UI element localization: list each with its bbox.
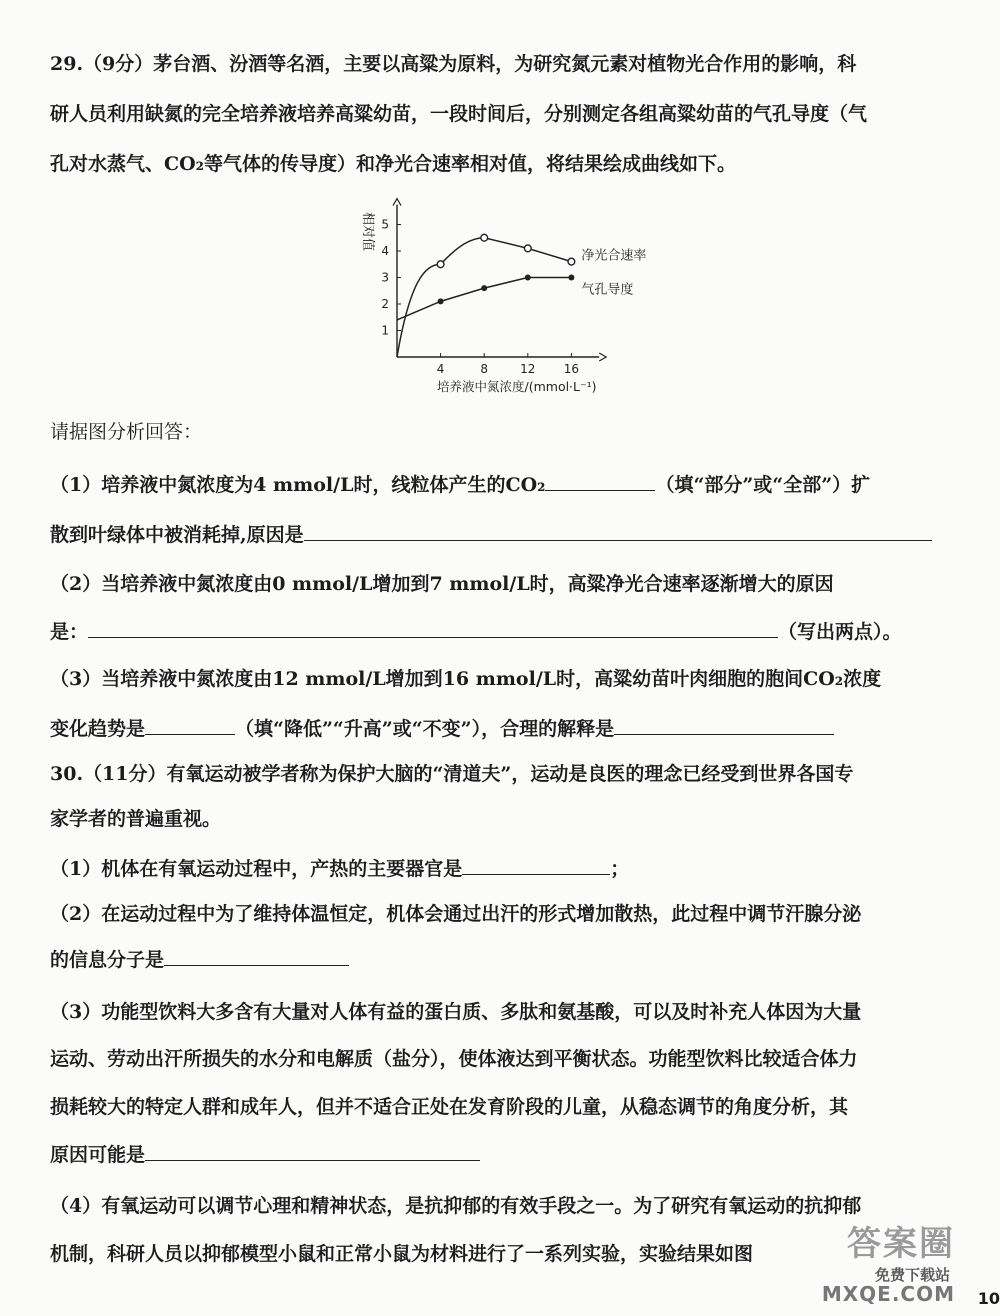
- y-tick-label: 2: [381, 297, 389, 311]
- q30-part4-line1: （4）有氧运动可以调节心理和精神状态，是抗抑郁的有效手段之一。为了研究有氧运动的抗抑郁: [50, 1195, 862, 1217]
- q29-part2-line1: （2）当培养液中氮浓度由0 mmol/L增加到7 mmol/L时，高粱净光合速率逐渐增大的原因: [50, 573, 834, 595]
- x-tick-label: 8: [480, 362, 489, 376]
- q30-part3-line3: 损耗较大的特定人群和成年人，但并不适合正处在发育阶段的儿童，从稳态调节的角度分析，其: [50, 1096, 849, 1118]
- q30-part4-line2: 机制，科研人员以抑郁模型小鼠和正常小鼠为材料进行了一系列实验，实验结果如图: [50, 1243, 754, 1265]
- series-label-stomatal-conductance: 气孔导度: [581, 282, 634, 298]
- q29-part2-line2: [50, 617, 972, 646]
- stomatal-conductance-point: [568, 275, 574, 281]
- q29-part3-line2: [50, 714, 972, 743]
- answer-blank: [145, 714, 235, 735]
- y-axis-arrow: [393, 199, 401, 206]
- series-net-photosynthesis-line: [397, 238, 571, 357]
- y-tick-label: 5: [381, 217, 389, 232]
- q29-part1-text-a: （1）培养液中氮浓度为4 mmol/L时，线粒体产生的CO₂: [50, 474, 546, 496]
- q30-part1-text: （1）机体在有氧运动过程中，产热的主要器官是: [50, 858, 463, 880]
- x-tick-label: 16: [563, 362, 580, 376]
- answer-blank: [545, 470, 655, 491]
- stomatal-conductance-point: [481, 285, 487, 291]
- series-label-net-photosynthesis: 净光合速率: [581, 248, 647, 264]
- y-axis-label: 相对值: [360, 212, 375, 252]
- q29-line-2: 研人员利用缺氮的完全培养液培养高粱幼苗，一段时间后，分别测定各组高粱幼苗的气孔导度（气: [50, 103, 868, 125]
- q30-part3-text-d: 原因可能是: [50, 1144, 146, 1166]
- y-tick-label: 4: [381, 244, 389, 258]
- series-stomatal-conductance-line: [397, 278, 571, 320]
- q29-line-1: 29.（9分）茅台酒、汾酒等名酒，主要以高粱为原料，为研究氮元素对植物光合作用的影响，科: [50, 53, 857, 75]
- q29-part2-text-b: 是：: [50, 621, 89, 643]
- answer-blank: [88, 617, 778, 638]
- q30-part3-line2: 运动、劳动出汗所损失的水分和电解质（盐分），使体液达到平衡状态。功能型饮料比较适合体力: [50, 1048, 858, 1070]
- q30-part1-end: ；: [610, 858, 630, 880]
- answer-blank: [462, 854, 610, 875]
- q29-part1-text-c: 散到叶绿体中被消耗掉,原因是: [50, 524, 304, 546]
- page-number: 10: [977, 1289, 1000, 1308]
- q29-line-3: 孔对水蒸气、CO₂等气体的传导度）和净光合速率相对值，将结果绘成曲线如下。: [50, 153, 736, 175]
- stomatal-conductance-point: [525, 275, 531, 281]
- q29-part3-line1: （3）当培养液中氮浓度由12 mmol/L增加到16 mmol/L时，高粱幼苗叶肉细胞的胞间CO₂浓度: [50, 668, 882, 690]
- net-photosynthesis-point: [481, 234, 488, 241]
- net-photosynthesis-point: [437, 261, 444, 268]
- watermark-logo-text: 答案圈: [847, 1224, 955, 1264]
- q29-prompt: 请据图分析回答：: [50, 421, 203, 443]
- q30-part2-line2: [50, 945, 972, 974]
- q29-part1-line2: [50, 520, 972, 549]
- q29-part3-text-c: （填“降低”“升高”或“不变”），合理的解释是: [235, 718, 615, 740]
- x-tick-label: 12: [520, 362, 536, 376]
- q29-part3-text-b: 变化趋势是: [50, 718, 146, 740]
- answer-blank: [304, 520, 932, 541]
- stomatal-conductance-point: [438, 298, 444, 304]
- q30-part1: [50, 854, 972, 883]
- watermark-url: MXQE.COM: [821, 1282, 955, 1306]
- q30-part2-text-b: 的信息分子是: [50, 949, 165, 971]
- watermark-logo: [821, 1216, 980, 1306]
- q29-part1-text-b: （填“部分”或“全部”）扩: [655, 474, 871, 496]
- net-photosynthesis-point: [524, 245, 531, 252]
- q29-part1-line1: [50, 470, 972, 499]
- answer-blank: [614, 714, 834, 735]
- q30-line-1: 30.（11分）有氧运动被学者称为保护大脑的“清道夫”，运动是良医的理念已经受到世界各国专: [50, 763, 854, 785]
- answer-blank: [145, 1140, 480, 1161]
- q30-line-2: 家学者的普遍重视。: [50, 808, 222, 830]
- q29-line-chart: [350, 192, 680, 407]
- x-axis-arrow: [599, 353, 606, 361]
- net-photosynthesis-point: [568, 258, 575, 265]
- answer-blank: [164, 945, 349, 966]
- q30-part3-line4: [50, 1140, 972, 1169]
- x-axis-label: 培养液中氮浓度/(mmol·L⁻¹): [437, 379, 597, 394]
- y-tick-label: 1: [381, 323, 389, 338]
- q30-part3-line1: （3）功能型饮料大多含有大量对人体有益的蛋白质、多肽和氨基酸，可以及时补充人体因为大量: [50, 1001, 862, 1023]
- q30-part2-line1: （2）在运动过程中为了维持体温恒定，机体会通过出汗的形式增加散热，此过程中调节汗腺分泌: [50, 903, 862, 925]
- watermark-subtitle: 免费下载站: [874, 1266, 950, 1284]
- y-tick-label: 3: [381, 270, 389, 285]
- q29-part2-text-c: （写出两点）。: [778, 621, 902, 643]
- x-tick-label: 4: [436, 362, 445, 376]
